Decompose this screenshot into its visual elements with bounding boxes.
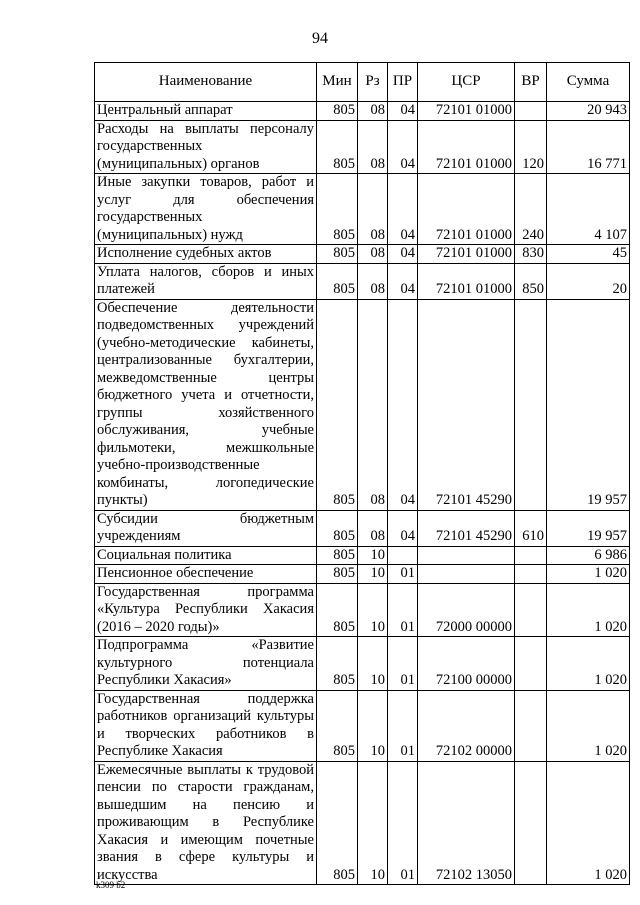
cell-min: 805 [317, 174, 358, 245]
cell-name: Субсидии бюджетным учреждениям [95, 510, 317, 546]
cell-name: Уплата налогов, сборов и иных платежей [95, 263, 317, 299]
cell-csr [418, 546, 515, 565]
cell-name: Расходы на выплаты персоналу государственных (муниципальных) органов [95, 120, 317, 174]
header-min: Мин [317, 63, 358, 102]
cell-pr: 04 [388, 174, 418, 245]
cell-pr: 04 [388, 263, 418, 299]
page-number: 94 [312, 30, 328, 47]
cell-rz: 08 [358, 174, 388, 245]
header-sum: Сумма [547, 63, 630, 102]
cell-pr: 04 [388, 102, 418, 121]
cell-vr: 120 [515, 120, 547, 174]
cell-name: Ежемесячные выплаты к трудовой пенсии по старости гражданам, вышедшим на пенсию и проживающим в Республике Хакасия и имеющим почетные звания в сфере культуры и искусства [95, 761, 317, 885]
cell-csr: 72102 00000 [418, 690, 515, 761]
table-row [95, 299, 630, 510]
header-vr: ВР [515, 63, 547, 102]
cell-vr [515, 102, 547, 121]
cell-sum: 1 020 [547, 690, 630, 761]
cell-vr [515, 583, 547, 637]
cell-csr: 72101 45290 [418, 510, 515, 546]
cell-min: 805 [317, 690, 358, 761]
table-row [95, 510, 630, 546]
cell-min: 805 [317, 102, 358, 121]
table-row [95, 546, 630, 565]
cell-name: Пенсионное обеспечение [95, 565, 317, 584]
cell-vr: 240 [515, 174, 547, 245]
cell-pr: 04 [388, 245, 418, 264]
table-body [95, 102, 630, 885]
cell-vr [515, 690, 547, 761]
cell-csr: 72000 00000 [418, 583, 515, 637]
table-row [95, 245, 630, 264]
cell-sum: 1 020 [547, 565, 630, 584]
cell-csr [418, 565, 515, 584]
cell-pr: 04 [388, 510, 418, 546]
cell-name: Подпрограмма «Развитие культурного потенциала Республики Хакасия» [95, 637, 317, 691]
header-pr: ПР [388, 63, 418, 102]
cell-rz: 10 [358, 583, 388, 637]
cell-pr: 04 [388, 120, 418, 174]
cell-rz: 10 [358, 565, 388, 584]
cell-name: Государственная поддержка работников организаций культуры и творческих работников в Республике Хакасия [95, 690, 317, 761]
cell-sum: 19 957 [547, 510, 630, 546]
table-row [95, 583, 630, 637]
budget-table [94, 62, 630, 885]
cell-pr: 04 [388, 299, 418, 510]
cell-sum: 16 771 [547, 120, 630, 174]
cell-csr: 72100 00000 [418, 637, 515, 691]
cell-min: 805 [317, 510, 358, 546]
table-row [95, 102, 630, 121]
cell-name: Исполнение судебных актов [95, 245, 317, 264]
cell-sum: 1 020 [547, 761, 630, 885]
cell-vr [515, 299, 547, 510]
cell-name: Обеспечение деятельности подведомственных учреждений (учебно-методические кабинеты, централизованные бухгалтерии, межведомственные центры бюджетного учета и отчетности, группы хозяйственного обслуживания, учебные фильмотеки, межшкольные учебно-производственные комбинаты, логопедические пункты) [95, 299, 317, 510]
cell-vr: 610 [515, 510, 547, 546]
cell-sum: 1 020 [547, 583, 630, 637]
cell-sum: 20 [547, 263, 630, 299]
cell-sum: 20 943 [547, 102, 630, 121]
cell-min: 805 [317, 120, 358, 174]
cell-rz: 08 [358, 245, 388, 264]
cell-min: 805 [317, 761, 358, 885]
table-row [95, 690, 630, 761]
cell-csr: 72101 01000 [418, 174, 515, 245]
table-row [95, 761, 630, 885]
cell-sum: 45 [547, 245, 630, 264]
table-header-row [95, 63, 630, 102]
cell-pr: 01 [388, 583, 418, 637]
cell-pr [388, 546, 418, 565]
footer-code: k309 b2 [96, 880, 126, 890]
cell-rz: 08 [358, 102, 388, 121]
cell-csr: 72101 01000 [418, 102, 515, 121]
cell-csr: 72101 01000 [418, 120, 515, 174]
table-row [95, 637, 630, 691]
table-row [95, 120, 630, 174]
header-name: Наименование [95, 63, 317, 102]
cell-sum: 19 957 [547, 299, 630, 510]
cell-pr: 01 [388, 690, 418, 761]
cell-rz: 08 [358, 299, 388, 510]
cell-min: 805 [317, 263, 358, 299]
cell-name: Центральный аппарат [95, 102, 317, 121]
cell-rz: 10 [358, 546, 388, 565]
table-row [95, 263, 630, 299]
cell-pr: 01 [388, 565, 418, 584]
cell-sum: 1 020 [547, 637, 630, 691]
cell-min: 805 [317, 299, 358, 510]
cell-vr [515, 565, 547, 584]
header-csr: ЦСР [418, 63, 515, 102]
cell-pr: 01 [388, 637, 418, 691]
cell-csr: 72101 01000 [418, 245, 515, 264]
header-rz: Рз [358, 63, 388, 102]
cell-min: 805 [317, 245, 358, 264]
cell-min: 805 [317, 583, 358, 637]
cell-min: 805 [317, 565, 358, 584]
cell-vr [515, 761, 547, 885]
cell-vr [515, 546, 547, 565]
cell-min: 805 [317, 546, 358, 565]
cell-pr: 01 [388, 761, 418, 885]
table-row [95, 174, 630, 245]
cell-rz: 08 [358, 510, 388, 546]
cell-vr: 830 [515, 245, 547, 264]
cell-rz: 10 [358, 690, 388, 761]
cell-csr: 72102 13050 [418, 761, 515, 885]
cell-name: Социальная политика [95, 546, 317, 565]
cell-name: Иные закупки товаров, работ и услуг для обеспечения государственных (муниципальных) нужд [95, 174, 317, 245]
cell-csr: 72101 45290 [418, 299, 515, 510]
cell-rz: 10 [358, 637, 388, 691]
table-row [95, 565, 630, 584]
cell-rz: 08 [358, 263, 388, 299]
cell-sum: 6 986 [547, 546, 630, 565]
cell-rz: 10 [358, 761, 388, 885]
cell-name: Государственная программа «Культура Республики Хакасия (2016 – 2020 годы)» [95, 583, 317, 637]
cell-min: 805 [317, 637, 358, 691]
cell-vr: 850 [515, 263, 547, 299]
cell-rz: 08 [358, 120, 388, 174]
cell-csr: 72101 01000 [418, 263, 515, 299]
cell-sum: 4 107 [547, 174, 630, 245]
cell-vr [515, 637, 547, 691]
